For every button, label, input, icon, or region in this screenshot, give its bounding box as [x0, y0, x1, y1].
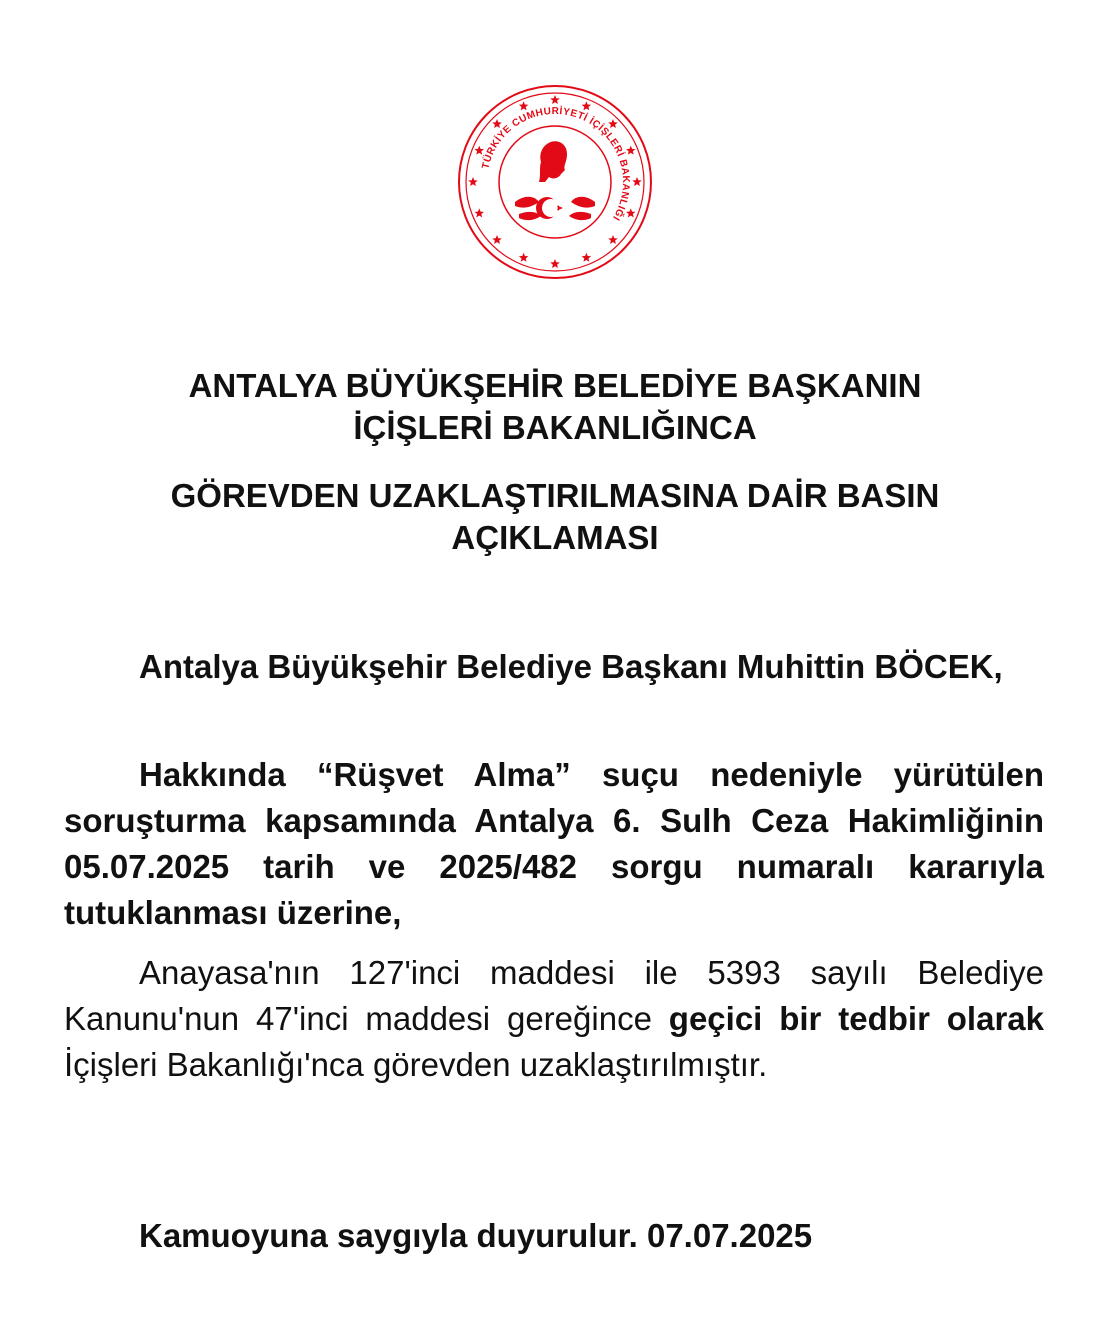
seal-star-icon: [582, 101, 592, 110]
paragraph-3-start: Anayasa'nın 127'inci maddesi ile 5393 sayılı Belediye Kanunu'nun 47'inci maddesi gereğince: [64, 954, 1044, 1037]
paragraph-3-emphasis: geçici bir tedbir olarak: [668, 1000, 1045, 1037]
seal-star-icon: [474, 146, 484, 155]
seal-star-icon: [632, 177, 642, 186]
paragraph-3-end: İçişleri Bakanlığı'nca görevden uzaklaştırılmıştır.: [64, 1046, 768, 1083]
seal-star-icon: [492, 119, 502, 128]
seal-star-icon: [474, 208, 484, 217]
paragraph-1: Antalya Büyükşehir Belediye Başkanı Muhittin BÖCEK,: [139, 648, 1003, 685]
seal-star-icon: [626, 146, 636, 155]
seal-star-icon: [608, 235, 618, 244]
page-subtitle: [60, 475, 1050, 559]
seal-star-icon: [550, 259, 560, 268]
title-line-3: GÖREVDEN UZAKLAŞTIRILMASINA DAİR BASIN: [170, 477, 940, 514]
seal-star-icon: [519, 101, 529, 110]
title-line-1: ANTALYA BÜYÜKŞEHİR BELEDİYE BAŞKANIN: [188, 367, 922, 404]
seal-star-icon: [608, 119, 618, 128]
seal-star-icon: [519, 253, 529, 262]
page-title: [60, 365, 1050, 449]
seal-ring-text: TÜRKİYE CUMHURİYETİ İÇİŞLERİ BAKANLIĞI: [480, 105, 632, 223]
paragraph-3: [64, 950, 1044, 1088]
seal-star-icon: [468, 177, 478, 186]
seal-star-icon: [626, 208, 636, 217]
seal-star-icon: [550, 95, 560, 104]
paragraph-2: Hakkında “Rüşvet Alma” suçu nedeniyle yürütülen soruşturma kapsamında Antalya 6. Sulh Ceza Hakimliğinin 05.07.2025 tarih ve 2025/482 sorgu numaralı kararıyla tutuklanması üzerine,: [64, 756, 1044, 931]
seal-star-icon: [582, 253, 592, 262]
seal-star-icon: [492, 235, 502, 244]
title-line-2: İÇİŞLERİ BAKANLIĞINCA: [353, 409, 757, 446]
title-line-4: AÇIKLAMASI: [451, 519, 659, 556]
closing-statement: Kamuoyuna saygıyla duyurulur. 07.07.2025: [139, 1217, 813, 1254]
ministry-seal-logo: [455, 82, 655, 282]
